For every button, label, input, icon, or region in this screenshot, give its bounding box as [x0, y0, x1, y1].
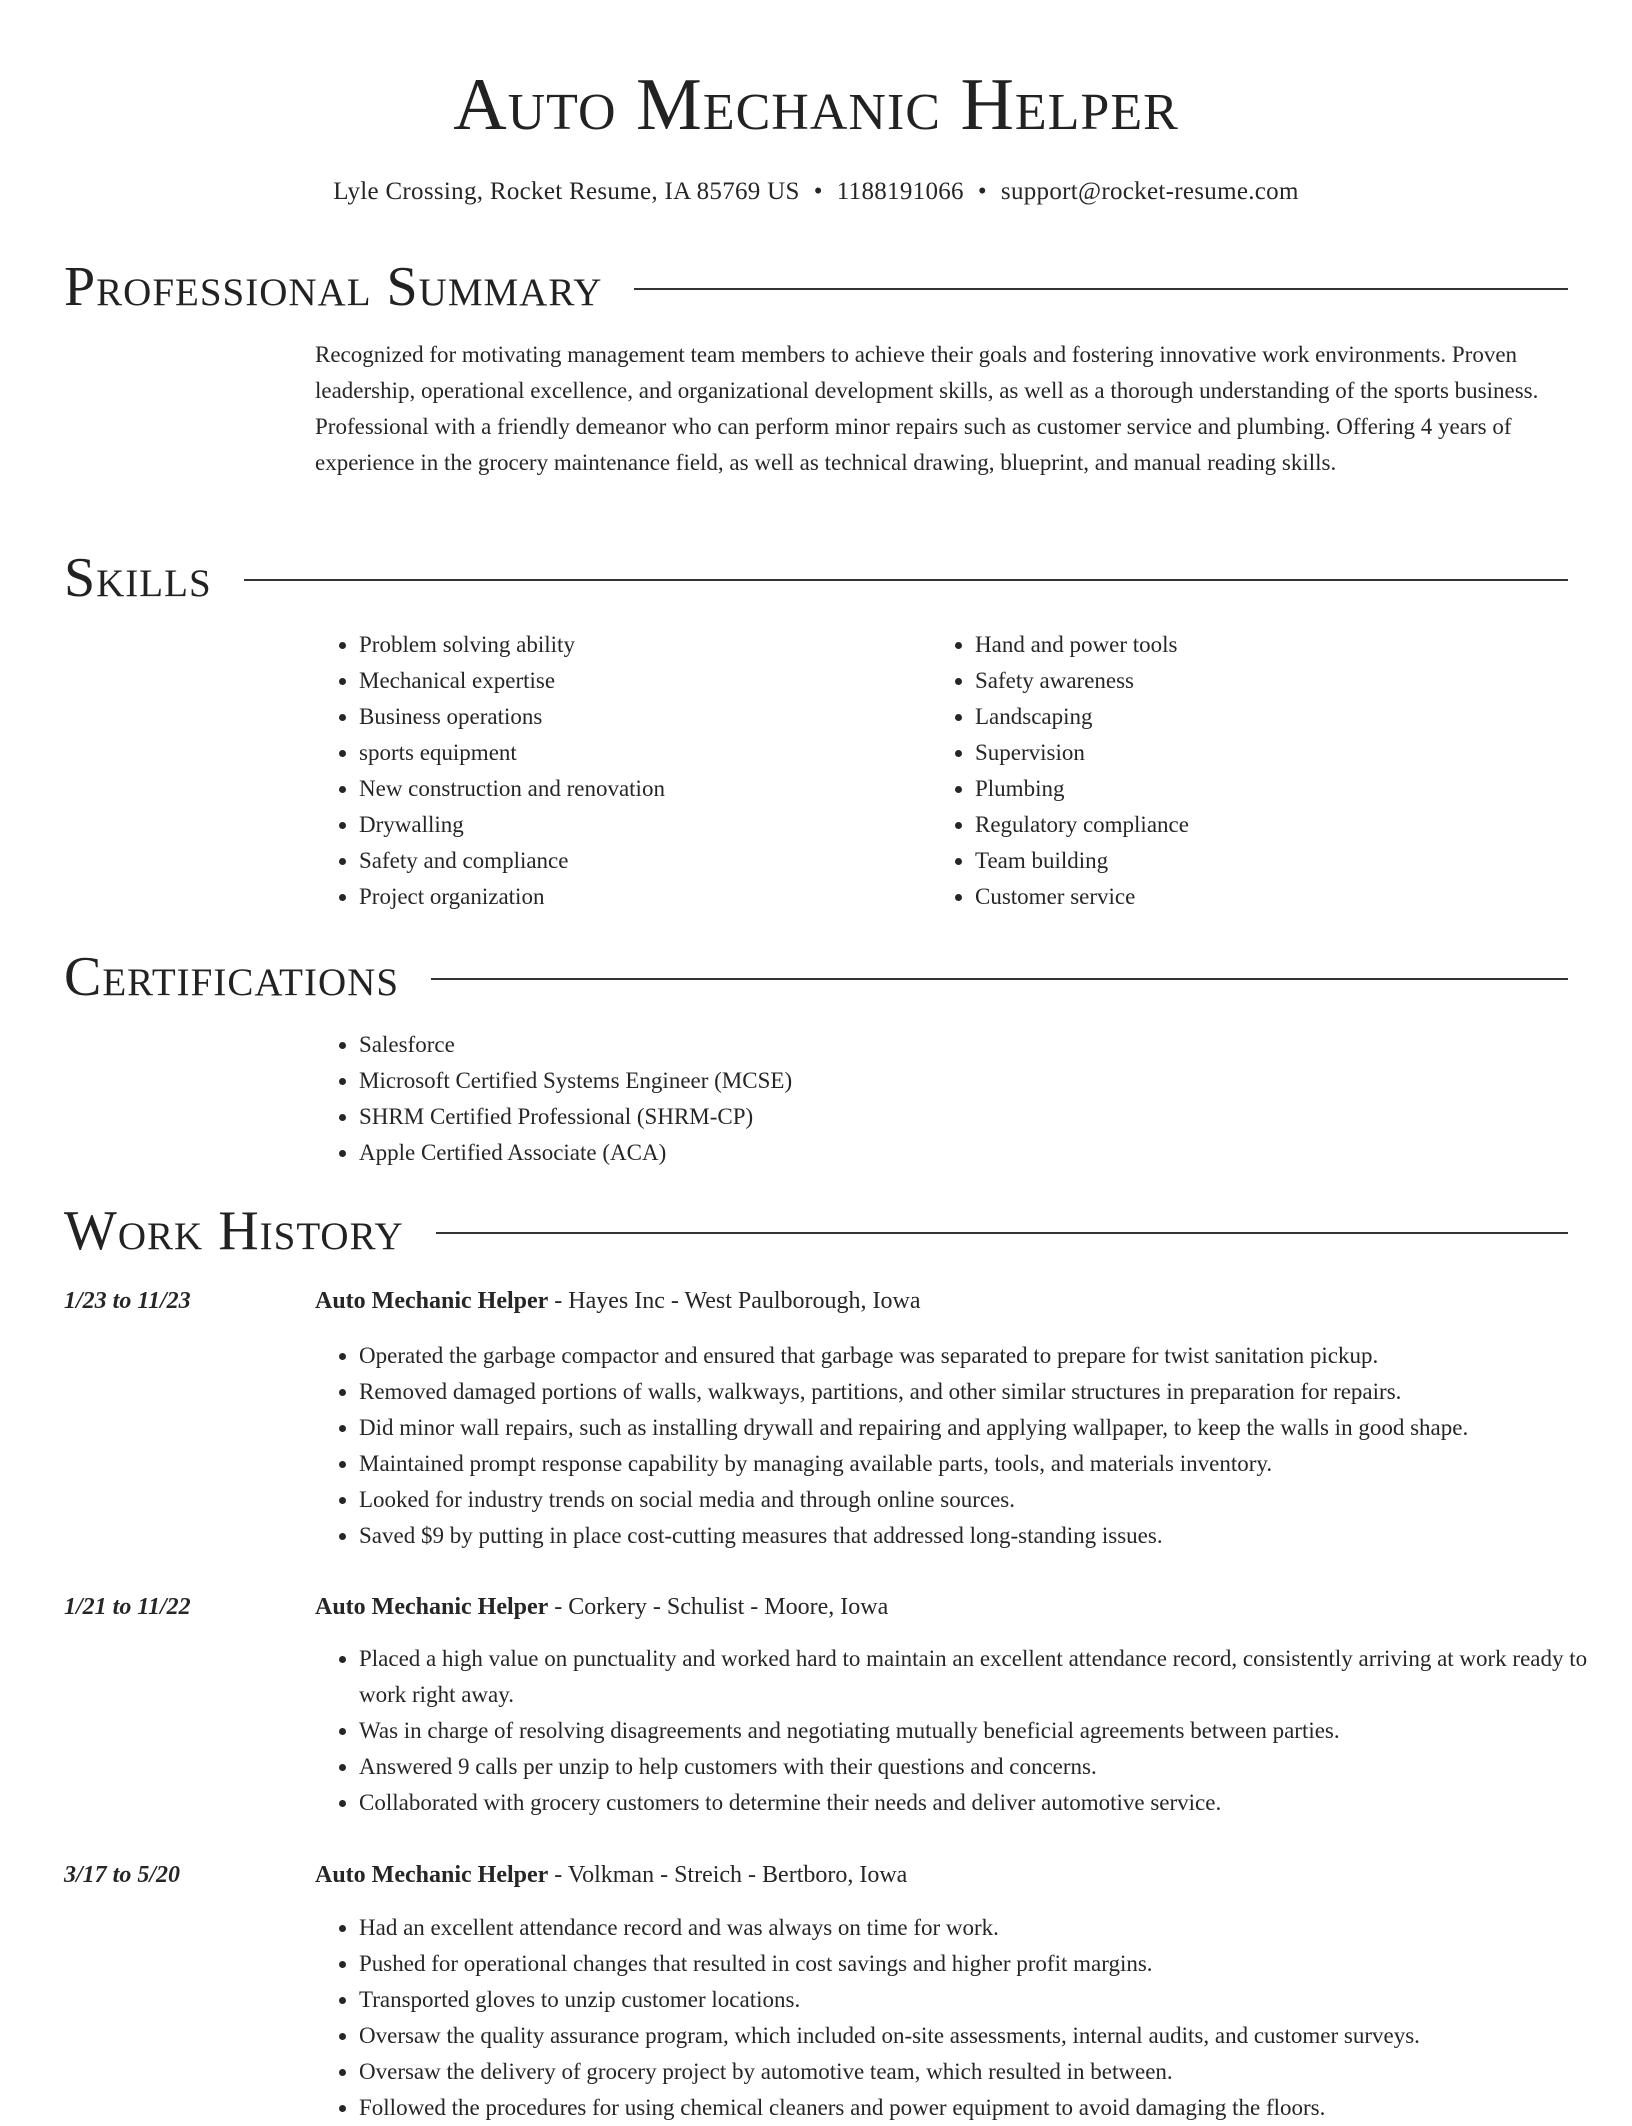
skill-item: • Supervision	[975, 735, 1189, 771]
skill-item: • Plumbing	[975, 771, 1189, 807]
job-employer: - Corkery - Schulist - Moore, Iowa	[548, 1594, 889, 1620]
section-divider	[634, 288, 1568, 290]
job-bullet: • Placed a high value on punctuality and worked hard to maintain an excellent attendance record, consistently arriving at work ready to work right away.	[359, 1641, 1612, 1713]
skill-item: • sports equipment	[359, 735, 665, 771]
skill-item: • New construction and renovation	[359, 771, 665, 807]
job-bullet: • Looked for industry trends on social media and through online sources.	[359, 1482, 1612, 1518]
job-bullet: • Collaborated with grocery customers to determine their needs and deliver automotive service.	[359, 1785, 1612, 1821]
section-heading-skills	[64, 546, 1568, 610]
job-title: Auto Mechanic Helper	[315, 1288, 549, 1314]
contact-separator: •	[813, 178, 823, 205]
section-heading-summary	[64, 255, 1568, 319]
job-bullet: • Answered 9 calls per unzip to help customers with their questions and concerns.	[359, 1749, 1612, 1785]
job-bullet: • Had an excellent attendance record and was always on time for work.	[359, 1910, 1612, 1946]
contact-separator: •	[977, 178, 987, 205]
job-bullets	[315, 1338, 1612, 1554]
job-title: Auto Mechanic Helper	[315, 1594, 549, 1620]
job-bullets	[315, 1641, 1612, 1821]
skills-list-left	[315, 627, 665, 915]
summary-text: Recognized for motivating management team members to achieve their goals and fostering innovative work environments. Proven leadership, operational excellence, and organizational development skills, as well as a thorough understanding of the sports business. Professional with a friendly demeanor who can perform minor repairs such as customer service and plumbing. Offering 4 years of experience in the grocery maintenance field, as well as technical drawing, blueprint, and manual reading skills.	[315, 342, 1539, 475]
section-heading-certifications	[64, 945, 1568, 1009]
job-bullet: • Transported gloves to unzip customer locations.	[359, 1982, 1612, 2018]
contact-phone: 1188191066	[836, 178, 964, 205]
skill-item: • Customer service	[975, 879, 1189, 915]
job-dates: 1/23 to 11/23	[64, 1288, 191, 1314]
job-bullet: • Did minor wall repairs, such as installing drywall and repairing and applying wallpaper, to keep the walls in good shape.	[359, 1410, 1612, 1446]
section-divider	[431, 978, 1568, 980]
job-title-line	[315, 1283, 921, 1319]
section-divider	[436, 1232, 1568, 1234]
section-title: Certifications	[64, 946, 400, 1008]
certification-item: • Apple Certified Associate (ACA)	[359, 1135, 792, 1171]
certification-item: • Salesforce	[359, 1027, 792, 1063]
contact-address: Lyle Crossing, Rocket Resume, IA 85769 US	[333, 178, 800, 205]
job-dates: 1/21 to 11/22	[64, 1594, 191, 1620]
section-title: Professional Summary	[64, 256, 603, 318]
section-title: Work History	[64, 1200, 404, 1262]
section-title: Skills	[64, 547, 212, 609]
job-bullet: • Was in charge of resolving disagreements and negotiating mutually beneficial agreements between parties.	[359, 1713, 1612, 1749]
skill-item: • Project organization	[359, 879, 665, 915]
job-bullet: • Saved $9 by putting in place cost-cutting measures that addressed long-standing issues.	[359, 1518, 1612, 1554]
contact-line	[64, 174, 1568, 210]
skill-item: • Regulatory compliance	[975, 807, 1189, 843]
resume-name: Auto Mechanic Helper	[453, 64, 1179, 146]
job-bullet: • Oversaw the quality assurance program, which included on-site assessments, internal audits, and customer surveys.	[359, 2018, 1612, 2054]
skill-item: • Problem solving ability	[359, 627, 665, 663]
job-title-line	[315, 1857, 907, 1893]
skill-item: • Safety and compliance	[359, 843, 665, 879]
skills-list-right	[931, 627, 1189, 915]
job-bullet: • Oversaw the delivery of grocery project by automotive team, which resulted in between.	[359, 2054, 1612, 2090]
section-divider	[244, 579, 1568, 581]
job-bullets	[315, 1910, 1612, 2126]
certifications-list	[315, 1027, 792, 1171]
certification-item: • SHRM Certified Professional (SHRM-CP)	[359, 1099, 792, 1135]
job-title: Auto Mechanic Helper	[315, 1862, 549, 1888]
job-employer: - Volkman - Streich - Bertboro, Iowa	[548, 1862, 908, 1888]
skill-item: • Hand and power tools	[975, 627, 1189, 663]
skill-item: • Team building	[975, 843, 1189, 879]
job-dates: 3/17 to 5/20	[64, 1862, 181, 1888]
certification-item: • Microsoft Certified Systems Engineer (MCSE)	[359, 1063, 792, 1099]
job-bullet: • Pushed for operational changes that resulted in cost savings and higher profit margins.	[359, 1946, 1612, 1982]
job-bullet: • Maintained prompt response capability by managing available parts, tools, and materials inventory.	[359, 1446, 1612, 1482]
skill-item: • Business operations	[359, 699, 665, 735]
section-heading-work-history	[64, 1199, 1568, 1263]
skill-item: • Mechanical expertise	[359, 663, 665, 699]
skill-item: • Drywalling	[359, 807, 665, 843]
job-bullet: • Operated the garbage compactor and ensured that garbage was separated to prepare for twist sanitation pickup.	[359, 1338, 1612, 1374]
skill-item: • Safety awareness	[975, 663, 1189, 699]
job-bullet: • Followed the procedures for using chemical cleaners and power equipment to avoid damaging the floors.	[359, 2090, 1612, 2126]
contact-email: support@rocket-resume.com	[1000, 178, 1299, 205]
job-employer: - Hayes Inc - West Paulborough, Iowa	[548, 1288, 921, 1314]
job-title-line	[315, 1589, 888, 1625]
job-bullet: • Removed damaged portions of walls, walkways, partitions, and other similar structures in preparation for repairs.	[359, 1374, 1612, 1410]
skill-item: • Landscaping	[975, 699, 1189, 735]
